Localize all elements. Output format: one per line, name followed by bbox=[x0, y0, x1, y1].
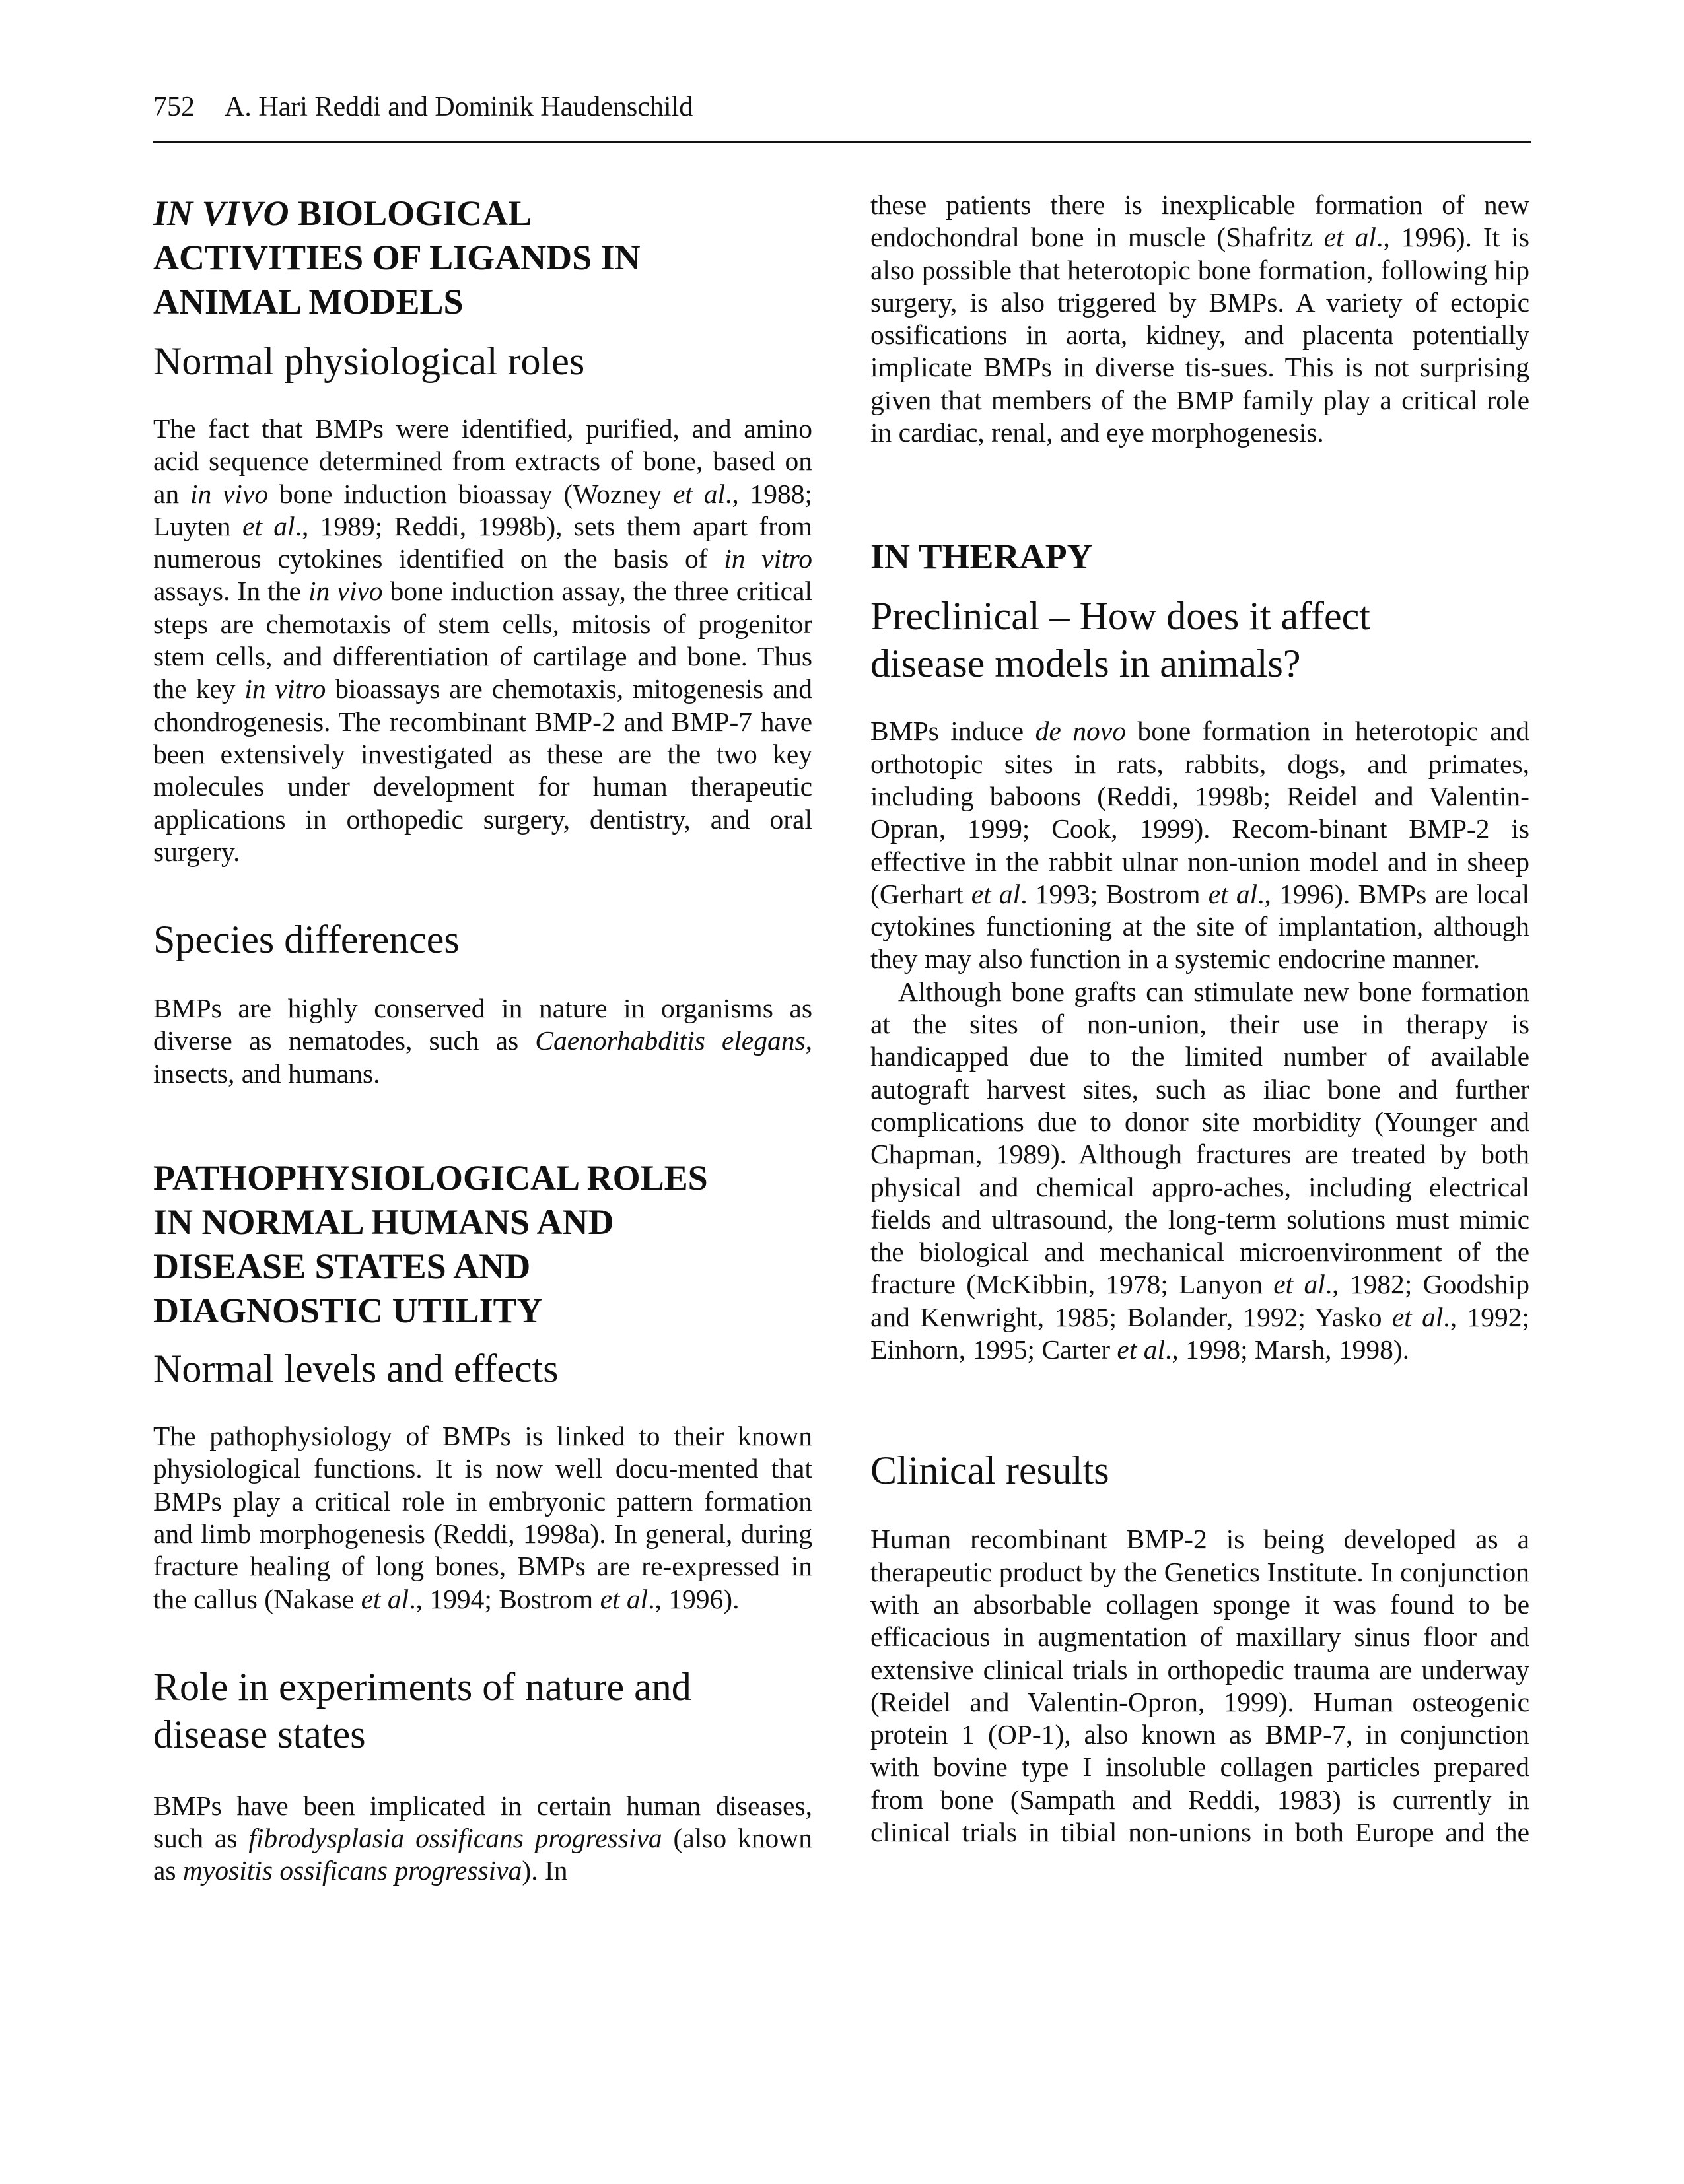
paragraph: BMPs are highly conserved in nature in organisms as diverse as nematodes, such as Caenorhabditis elegans, insects, and humans. bbox=[153, 993, 812, 1089]
subheading-normal-levels-and-effects: Normal levels and effects bbox=[153, 1347, 559, 1391]
section-heading-pathophysiological-roles: PATHOPHYSIOLOGICAL ROLES IN NORMAL HUMANS AND DISEASE STATES AND DIAGNOSTIC UTILITY bbox=[153, 1158, 708, 1331]
subheading-role-in-experiments-of-nature: Role in experiments of nature and disease states bbox=[153, 1664, 691, 1756]
paragraph: The pathophysiology of BMPs is linked to their known physiological functions. It is now well docu-mented that BMPs play a critical role in embryonic pattern formation and limb morphogenesis (Reddi, 1998a). In general, during fracture healing of long bones, BMPs are re-expressed in the callus (Nakase et al., 1994; Bostrom et al., 1996). bbox=[153, 1421, 812, 1614]
running-header bbox=[153, 91, 1531, 143]
paragraph: Although bone grafts can stimulate new bone formation at the sites of non-union, their use in therapy is handicapped due to the limited number of available autograft harvest sites, such as iliac bone and further complications due to donor site morbidity (Younger and Chapman, 1989). Although fractures are treated by both physical and chemical appro-aches, including electrical fields and ultrasound, the long-term solutions must mimic the biological and mechanical microenvironment of the fracture (McKibbin, 1978; Lanyon et al., 1982; Goodship and Kenwright, 1985; Bolander, 1992; Yasko et al., 1992; Einhorn, 1995; Carter et al., 1998; Marsh, 1998). bbox=[870, 976, 1530, 1365]
subheading-normal-physiological-roles: Normal physiological roles bbox=[153, 339, 585, 383]
heading-italic-in-vivo: IN VIVO bbox=[153, 193, 289, 233]
running-head-authors: A. Hari Reddi and Dominik Haudenschild bbox=[225, 92, 693, 122]
paragraph: BMPs have been implicated in certain human diseases, such as fibrodysplasia ossificans progressiva (also known as myositis ossificans progressiva). In bbox=[153, 1790, 812, 1886]
subheading-preclinical: Preclinical – How does it affect disease models in animals? bbox=[870, 594, 1370, 686]
section-heading-in-vivo: IN VIVO BIOLOGICAL ACTIVITIES OF LIGANDS IN ANIMAL MODELS bbox=[153, 193, 641, 322]
subheading-clinical-results: Clinical results bbox=[870, 1449, 1109, 1493]
subheading-species-differences: Species differences bbox=[153, 918, 460, 962]
paragraph: The fact that BMPs were identified, purified, and amino acid sequence determined from extracts of bone, based on an in vivo bone induction bioassay (Wozney et al., 1988; Luyten et al., 1989; Reddi, 1998b), sets them apart from numerous cytokines identified on the basis of in vitro assays. In the in vivo bone induction assay, the three critical steps are chemotaxis of stem cells, mitosis of progenitor stem cells, and differentiation of cartilage and bone. Thus the key in vitro bioassays are chemotaxis, mitogenesis and chondrogenesis. The recombinant BMP-2 and BMP-7 have been extensively investigated as these are the two key molecules under development for human therapeutic applications in orthopedic surgery, dentistry, and oral surgery. bbox=[153, 413, 813, 867]
right-column bbox=[870, 189, 1529, 1849]
paragraph: these patients there is inexplicable formation of new endochondral bone in muscle (Shafritz et al., 1996). It is also possible that heterotopic bone formation, following hip surgery, is also triggered by BMPs. A variety of ectopic ossifications in aorta, kidney, and placenta potentially implicate BMPs in diverse tis-sues. This is not surprising given that members of the BMP family play a critical role in cardiac, renal, and eye morphogenesis. bbox=[870, 189, 1529, 448]
section-heading-in-therapy: IN THERAPY bbox=[870, 537, 1093, 577]
left-column bbox=[153, 191, 812, 1888]
paragraph: Human recombinant BMP-2 is being developed as a therapeutic product by the Genetics Institute. In conjunction with an absorbable collagen sponge it was found to be efficacious in augmentation of maxillary sinus floor and extensive clinical trials in orthopedic trauma are underway (Reidel and Valentin-Opron, 1999). Human osteogenic protein 1 (OP-1), also known as BMP-7, in conjunction with bovine type I insoluble collagen particles prepared from bone (Sampath and Reddi, 1983) is currently in clinical trials in tibial non-unions in both Europe and the bbox=[870, 1524, 1530, 1847]
paragraph: BMPs induce de novo bone formation in heterotopic and orthotopic sites in rats, rabbits, dogs, and primates, including baboons (Reddi, 1998b; Reidel and Valentin-Opran, 1999; Cook, 1999). Recom-binant BMP-2 is effective in the rabbit ulnar non-union model and in sheep (Gerhart et al. 1993; Bostrom et al., 1996). BMPs are local cytokines functioning at the site of implantation, although they may also function in a systemic endocrine manner. bbox=[870, 716, 1529, 974]
page-number: 752 bbox=[153, 92, 195, 122]
